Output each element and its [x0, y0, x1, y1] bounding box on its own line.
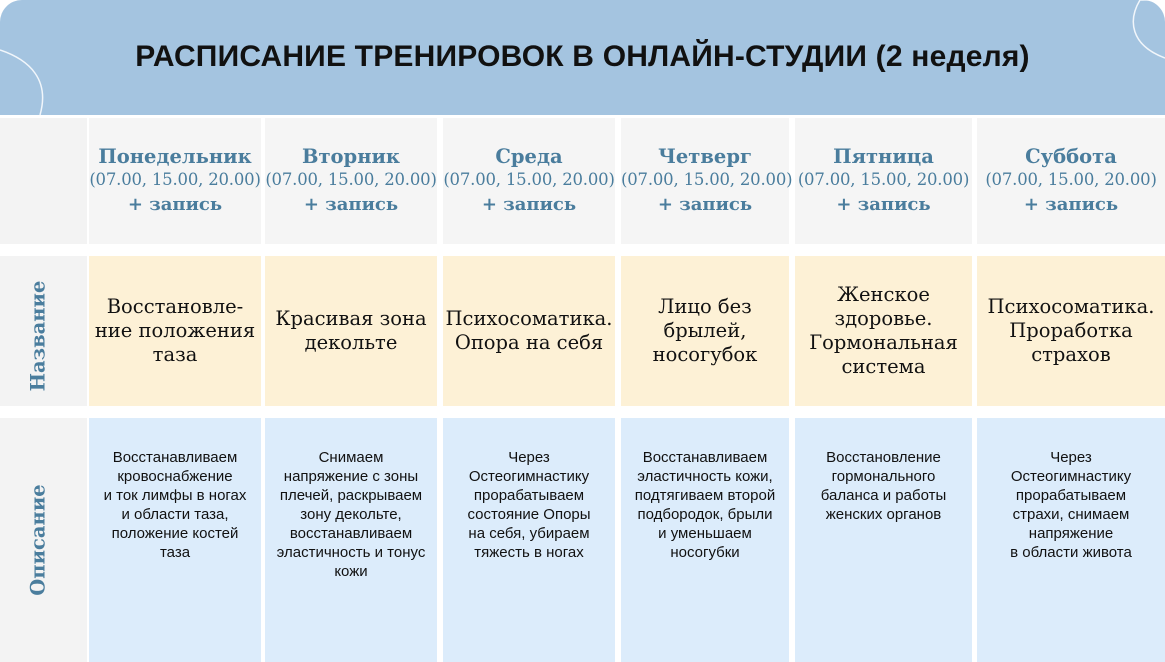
page-title: РАСПИСАНИЕ ТРЕНИРОВОК В ОНЛАЙН-СТУДИИ (2 неделя) — [135, 40, 1030, 73]
workout-name: Женское здоровье. Гормональная система — [809, 283, 958, 378]
header-banner — [0, 0, 1165, 115]
signup-link[interactable]: + запись — [303, 194, 399, 215]
day-header — [621, 118, 793, 244]
signup-link[interactable]: + запись — [836, 194, 931, 215]
workout-name-cell — [977, 256, 1165, 406]
workout-name: Психосоматика. Проработка страхов — [987, 295, 1155, 366]
row-label-name: Название — [26, 280, 50, 392]
day-name: Суббота — [1025, 145, 1117, 168]
workout-description: Через Остеогимнастику прорабатываем состояние Опоры на себя, убираем тяжесть в ногах — [467, 449, 591, 561]
day-name: Вторник — [301, 145, 401, 168]
day-header — [443, 118, 615, 244]
workout-description: Восстанавливаем кровоснабжение и ток лимфы в ногах и области таза, положение костей таза — [103, 449, 247, 561]
day-header — [89, 118, 261, 244]
day-name: Пятница — [833, 145, 934, 168]
workout-description-cell — [621, 418, 789, 662]
session-times: (07.00, 15.00, 20.00) — [443, 170, 615, 189]
workout-name: Психосоматика. Опора на себя — [445, 307, 613, 354]
session-times: (07.00, 15.00, 20.00) — [985, 170, 1157, 189]
signup-link[interactable]: + запись — [127, 194, 223, 215]
signup-link[interactable]: + запись — [481, 194, 577, 215]
workout-name-cell — [265, 256, 437, 406]
session-times: (07.00, 15.00, 20.00) — [89, 170, 261, 189]
workout-description-cell — [89, 418, 261, 662]
workout-name: Красивая зона декольте — [275, 307, 427, 354]
workout-name: Лицо без брылей, носогубок — [652, 295, 758, 366]
day-name: Среда — [495, 145, 563, 168]
session-times: (07.00, 15.00, 20.00) — [621, 170, 793, 189]
workout-description-cell — [443, 418, 615, 662]
day-name: Понедельник — [98, 145, 252, 168]
workout-name: Восстановле- ние положения таза — [94, 295, 256, 366]
day-header — [265, 118, 437, 244]
session-times: (07.00, 15.00, 20.00) — [265, 170, 437, 189]
workout-description-cell — [795, 418, 972, 662]
workout-description-cell — [977, 418, 1165, 662]
workout-name-cell — [89, 256, 261, 406]
day-header — [795, 118, 972, 244]
signup-link[interactable]: + запись — [657, 194, 753, 215]
workout-description-cell — [265, 418, 437, 662]
corner-cell — [0, 118, 87, 244]
day-name: Четверг — [658, 145, 752, 168]
workout-name-cell — [443, 256, 615, 406]
workout-description: Через Остеогимнастику прорабатываем страхи, снимаем напряжение в области живота — [1010, 449, 1132, 561]
day-header — [977, 118, 1165, 244]
workout-description: Восстановление гормонального баланса и работы женских органов — [820, 449, 947, 523]
session-times: (07.00, 15.00, 20.00) — [797, 170, 970, 189]
workout-name-cell — [621, 256, 789, 406]
workout-description: Снимаем напряжение с зоны плечей, раскрываем зону декольте, восстанавливаем эластичность и тонус кожи — [276, 449, 426, 580]
workout-name-cell — [795, 256, 972, 406]
workout-description: Восстанавливаем эластичность кожи, подтягиваем второй подбородок, брыли и уменьшаем носогубки — [634, 449, 776, 561]
signup-link[interactable]: + запись — [1023, 194, 1119, 215]
row-label-description: Описание — [26, 484, 50, 596]
